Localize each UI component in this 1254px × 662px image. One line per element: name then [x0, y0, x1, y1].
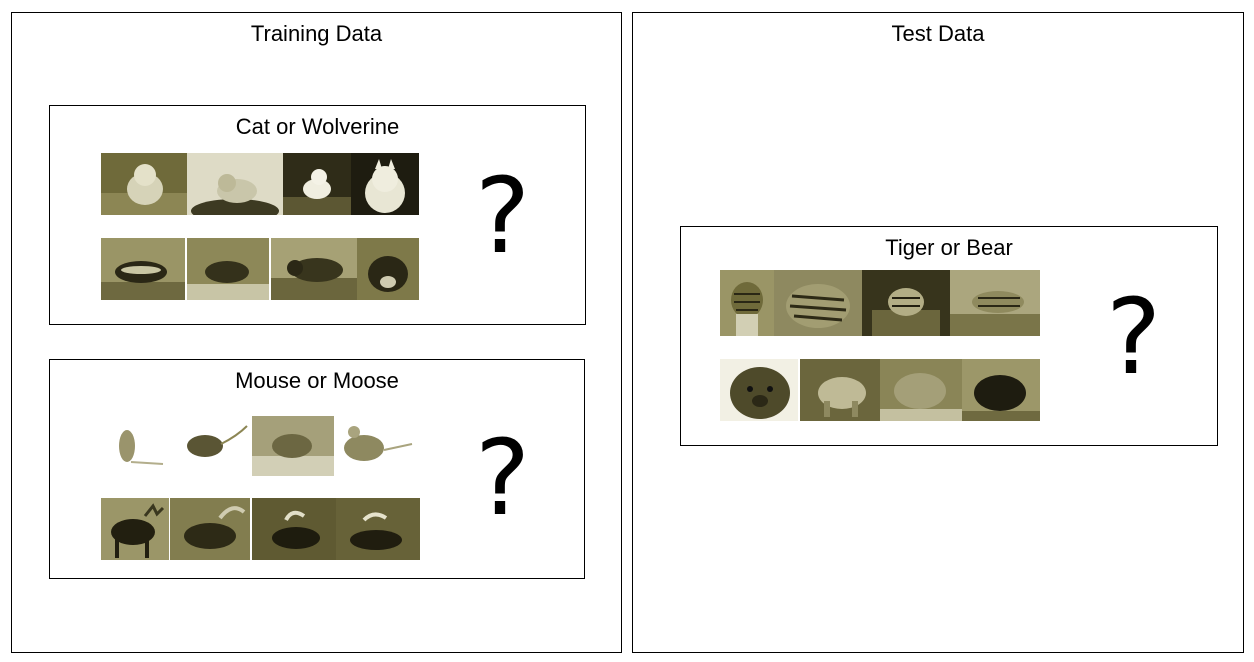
training-data-panel — [11, 12, 622, 653]
test-data-title: Test Data — [891, 21, 985, 46]
mouse-image — [334, 416, 414, 476]
tiger-image — [862, 270, 950, 336]
task-cat-or-wolverine — [49, 105, 586, 325]
cat-image — [283, 153, 351, 215]
moose-image — [101, 498, 169, 560]
tiger-image — [774, 270, 862, 336]
cat-image — [187, 153, 283, 215]
training-data-title: Training Data — [250, 21, 383, 46]
task-title-mouse-or-moose: Mouse or Moose — [235, 368, 399, 393]
bear-image — [720, 359, 798, 421]
task-tiger-or-bear — [680, 226, 1218, 446]
moose-image — [252, 498, 336, 560]
mouse-image — [252, 416, 334, 476]
bear-image — [880, 359, 962, 421]
task-mouse-or-moose — [49, 359, 585, 579]
question-mark: ? — [475, 417, 531, 539]
question-mark: ? — [1106, 276, 1162, 398]
task-title-cat-or-wolverine: Cat or Wolverine — [235, 114, 400, 139]
mouse-image — [171, 416, 251, 476]
wolverine-image — [187, 238, 269, 300]
cat-image — [101, 153, 187, 215]
tiger-image — [720, 270, 774, 336]
test-data-panel — [632, 12, 1244, 653]
task-title-tiger-or-bear: Tiger or Bear — [885, 235, 1013, 260]
moose-image — [170, 498, 250, 560]
bear-image — [962, 359, 1040, 421]
wolverine-image — [357, 238, 419, 300]
cat-image — [351, 153, 419, 215]
mouse-image — [101, 416, 171, 476]
tiger-image — [950, 270, 1040, 336]
moose-image — [336, 498, 420, 560]
bear-image — [800, 359, 880, 421]
wolverine-image — [101, 238, 185, 300]
question-mark: ? — [475, 155, 531, 277]
wolverine-image — [271, 238, 357, 300]
